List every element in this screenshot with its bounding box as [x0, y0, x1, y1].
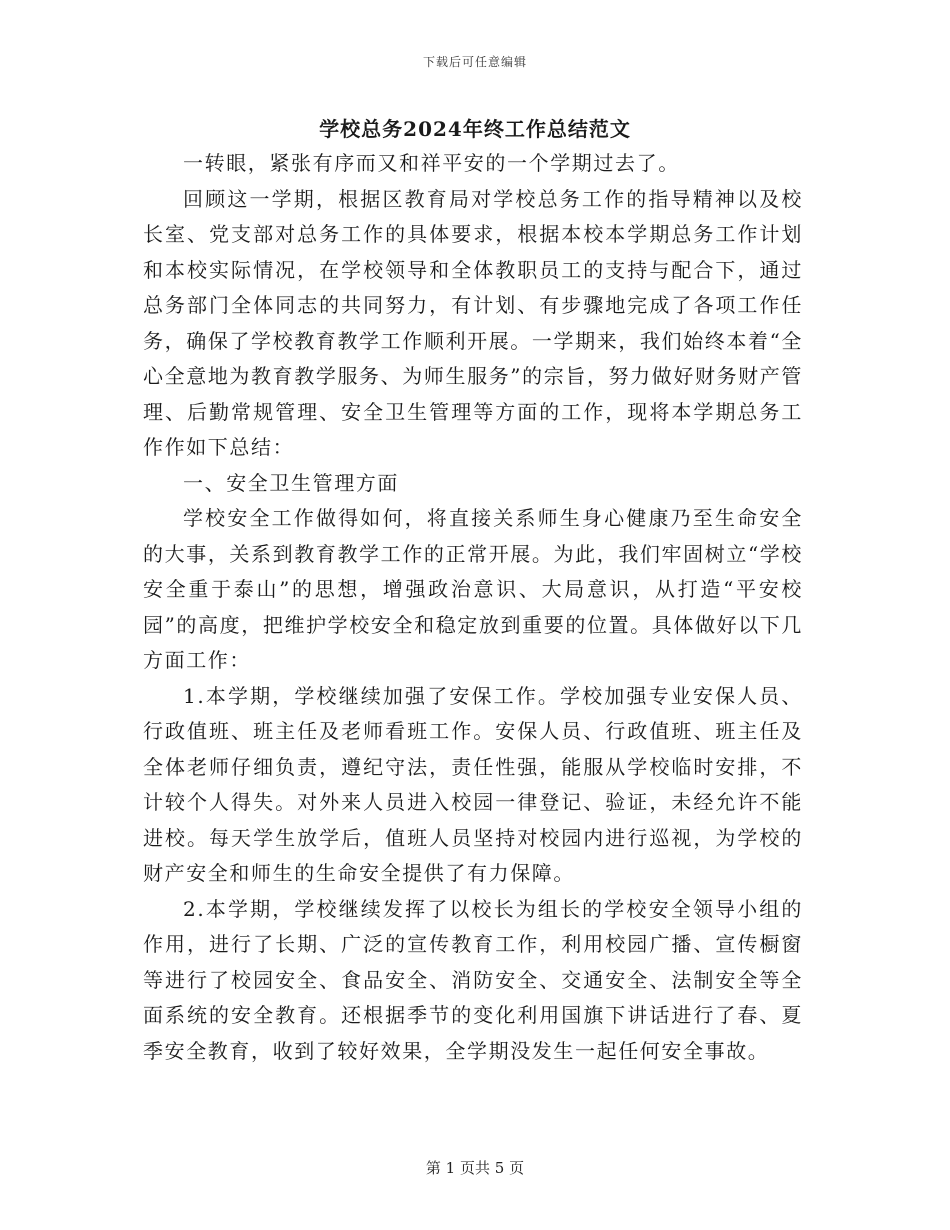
section-heading: 一、安全卫生管理方面 [183, 470, 399, 495]
paragraph: 1.本学期，学校继续加强了安保工作。学校加强专业安保人员、行政值班、班主任及老师看班工作。安保人员、行政值班、班主任及全体老师仔细负责，遵纪守法，责任性强，能服从学校临时安排，不计较个人得失。对外来人员进入校园一律登记、验证，未经允许不能进校。每天学生放学后，值班人员坚持对校园内进行巡视，为学校的财产安全和师生的生命安全提供了有力保障。 [143, 683, 803, 885]
paragraph: 2.本学期，学校继续发挥了以校长为组长的学校安全领导小组的作用，进行了长期、广泛的宣传教育工作，利用校园广播、宣传橱窗等进行了校园安全、食品安全、消防安全、交通安全、法制安全等全面系统的安全教育。还根据季节的变化利用国旗下讲话进行了春、夏季安全教育，收到了较好效果，全学期没发生一起任何安全事故。 [143, 896, 803, 1063]
document-body [143, 146, 803, 1069]
page-number-footer: 第 1 页共 5 页 [425, 1159, 525, 1177]
header-note: 下载后可任意编辑 [422, 55, 527, 69]
document-title: 学校总务2024年终工作总结范文 [319, 117, 631, 141]
paragraph: 回顾这一学期，根据区教育局对学校总务工作的指导精神以及校长室、党支部对总务工作的具体要求，根据本校本学期总务工作计划和本校实际情况，在学校领导和全体教职员工的支持与配合下，通过总务部门全体同志的共同努力，有计划、有步骤地完成了各项工作任务，确保了学校教育教学工作顺利开展。一学期来，我们始终本着“全心全意地为教育教学服务、为师生服务”的宗旨，努力做好财务财产管理、后勤常规管理、安全卫生管理等方面的工作，现将本学期总务工作作如下总结： [143, 186, 803, 459]
paragraph: 学校安全工作做得如何，将直接关系师生身心健康乃至生命安全的大事，关系到教育教学工作的正常开展。为此，我们牢固树立“学校安全重于泰山”的思想，增强政治意识、大局意识，从打造“平安校园”的高度，把维护学校安全和稳定放到重要的位置。具体做好以下几方面工作： [143, 506, 803, 672]
paragraph: 一转眼，紧张有序而又和祥平安的一个学期过去了。 [183, 151, 680, 175]
